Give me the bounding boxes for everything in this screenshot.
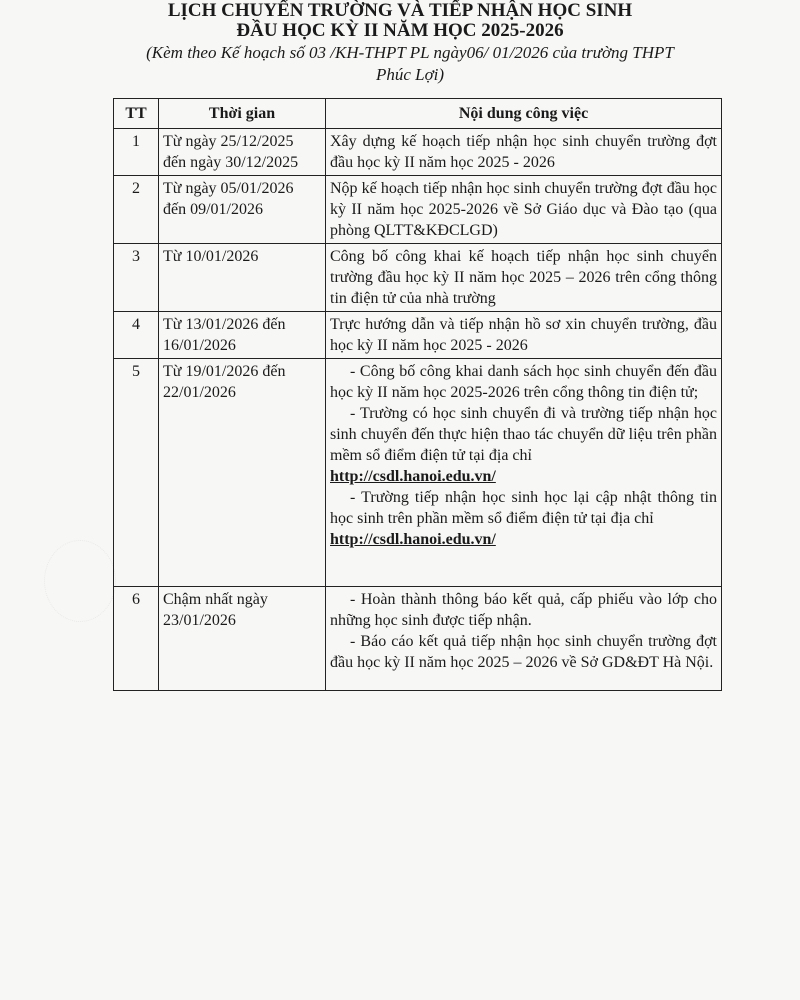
- time-line: 16/01/2026: [163, 337, 236, 354]
- time-line: đến ngày 30/12/2025: [163, 154, 299, 171]
- header-content: Nội dung công việc: [326, 99, 722, 129]
- row-tt: 3: [114, 244, 159, 312]
- row-tt: 2: [114, 176, 159, 244]
- table-row: [114, 359, 722, 587]
- document-title-line2: ĐẦU HỌC KỲ II NĂM HỌC 2025-2026: [236, 20, 564, 41]
- document-title: LỊCH CHUYỂN TRƯỜNG VÀ TIẾP NHẬN HỌC SINH: [167, 0, 633, 21]
- subtitle-line1: (Kèm theo Kế hoạch số 03 /KH-THPT PL ngày06/ 01/2026 của trường THPT: [146, 43, 674, 62]
- row-content: Trực hướng dẫn và tiếp nhận hồ sơ xin chuyển trường, đầu học kỳ II năm học 2025 - 2026: [326, 312, 722, 359]
- document-subtitle: [120, 42, 700, 86]
- table-header-row: [114, 99, 722, 129]
- table-row: [114, 129, 722, 176]
- content-item: - Công bố công khai danh sách học sinh chuyển đến đầu học kỳ II năm học 2025-2026 trên cổng thông tin điện tử;: [330, 363, 717, 401]
- row-content: Nộp kế hoạch tiếp nhận học sinh chuyển trường đợt đầu học kỳ II năm học 2025-2026 về Sở Giáo dục và Đào tạo (qua phòng QLTT&KĐCLGD): [326, 176, 722, 244]
- time-line: Từ 13/01/2026 đến: [163, 316, 286, 333]
- time-line: Từ ngày 05/01/2026: [163, 180, 294, 197]
- row-content: [326, 587, 722, 691]
- row-time: [159, 176, 326, 244]
- row-time: [159, 312, 326, 359]
- table-row: [114, 312, 722, 359]
- content-item: - Trường có học sinh chuyển đi và trường tiếp nhận học sinh chuyển đến thực hiện thao tác chuyển dữ liệu trên phần mềm sổ điểm điện tử tại địa chỉ: [330, 405, 717, 464]
- row-content: [326, 359, 722, 587]
- csdl-link[interactable]: http://csdl.hanoi.edu.vn/: [330, 468, 496, 485]
- content-item: - Hoàn thành thông báo kết quả, cấp phiếu vào lớp cho những học sinh được tiếp nhận.: [330, 591, 717, 629]
- row-time: [159, 129, 326, 176]
- row-time: [159, 359, 326, 587]
- time-line: Từ ngày 25/12/2025: [163, 133, 294, 150]
- content-item: - Trường tiếp nhận học sinh học lại cập nhật thông tin học sinh trên phần mềm sổ điểm điện tử tại địa chỉ: [330, 489, 717, 527]
- time-line: đến 09/01/2026: [163, 201, 263, 218]
- time-line: 23/01/2026: [163, 612, 236, 629]
- time-line: 22/01/2026: [163, 384, 236, 401]
- row-content: Xây dựng kế hoạch tiếp nhận học sinh chuyển trường đợt đầu học kỳ II năm học 2025 - 2026: [326, 129, 722, 176]
- row-time: [159, 587, 326, 691]
- row-time: [159, 244, 326, 312]
- time-line: Chậm nhất ngày: [163, 591, 268, 608]
- row-tt: 5: [114, 359, 159, 587]
- header-tt: TT: [114, 99, 159, 129]
- row-content: Công bố công khai kế hoạch tiếp nhận học sinh chuyển trường đầu học kỳ II năm học 2025 – 2026 trên cổng thông tin điện tử của nhà trường: [326, 244, 722, 312]
- faded-stamp-mark: [44, 540, 116, 622]
- table-row: [114, 176, 722, 244]
- content-item: - Báo cáo kết quả tiếp nhận học sinh chuyển trường đợt đầu học kỳ II năm học 2025 – 2026 về Sở GD&ĐT Hà Nội.: [330, 633, 717, 671]
- table-row: [114, 587, 722, 691]
- subtitle-line2: Phúc Lợi): [375, 65, 445, 84]
- row-tt: 1: [114, 129, 159, 176]
- row-tt: 6: [114, 587, 159, 691]
- table-row: [114, 244, 722, 312]
- row-tt: 4: [114, 312, 159, 359]
- schedule-table: [113, 98, 722, 691]
- header-time: Thời gian: [159, 99, 326, 129]
- csdl-link[interactable]: http://csdl.hanoi.edu.vn/: [330, 531, 496, 548]
- time-line: Từ 10/01/2026: [163, 248, 259, 265]
- time-line: Từ 19/01/2026 đến: [163, 363, 286, 380]
